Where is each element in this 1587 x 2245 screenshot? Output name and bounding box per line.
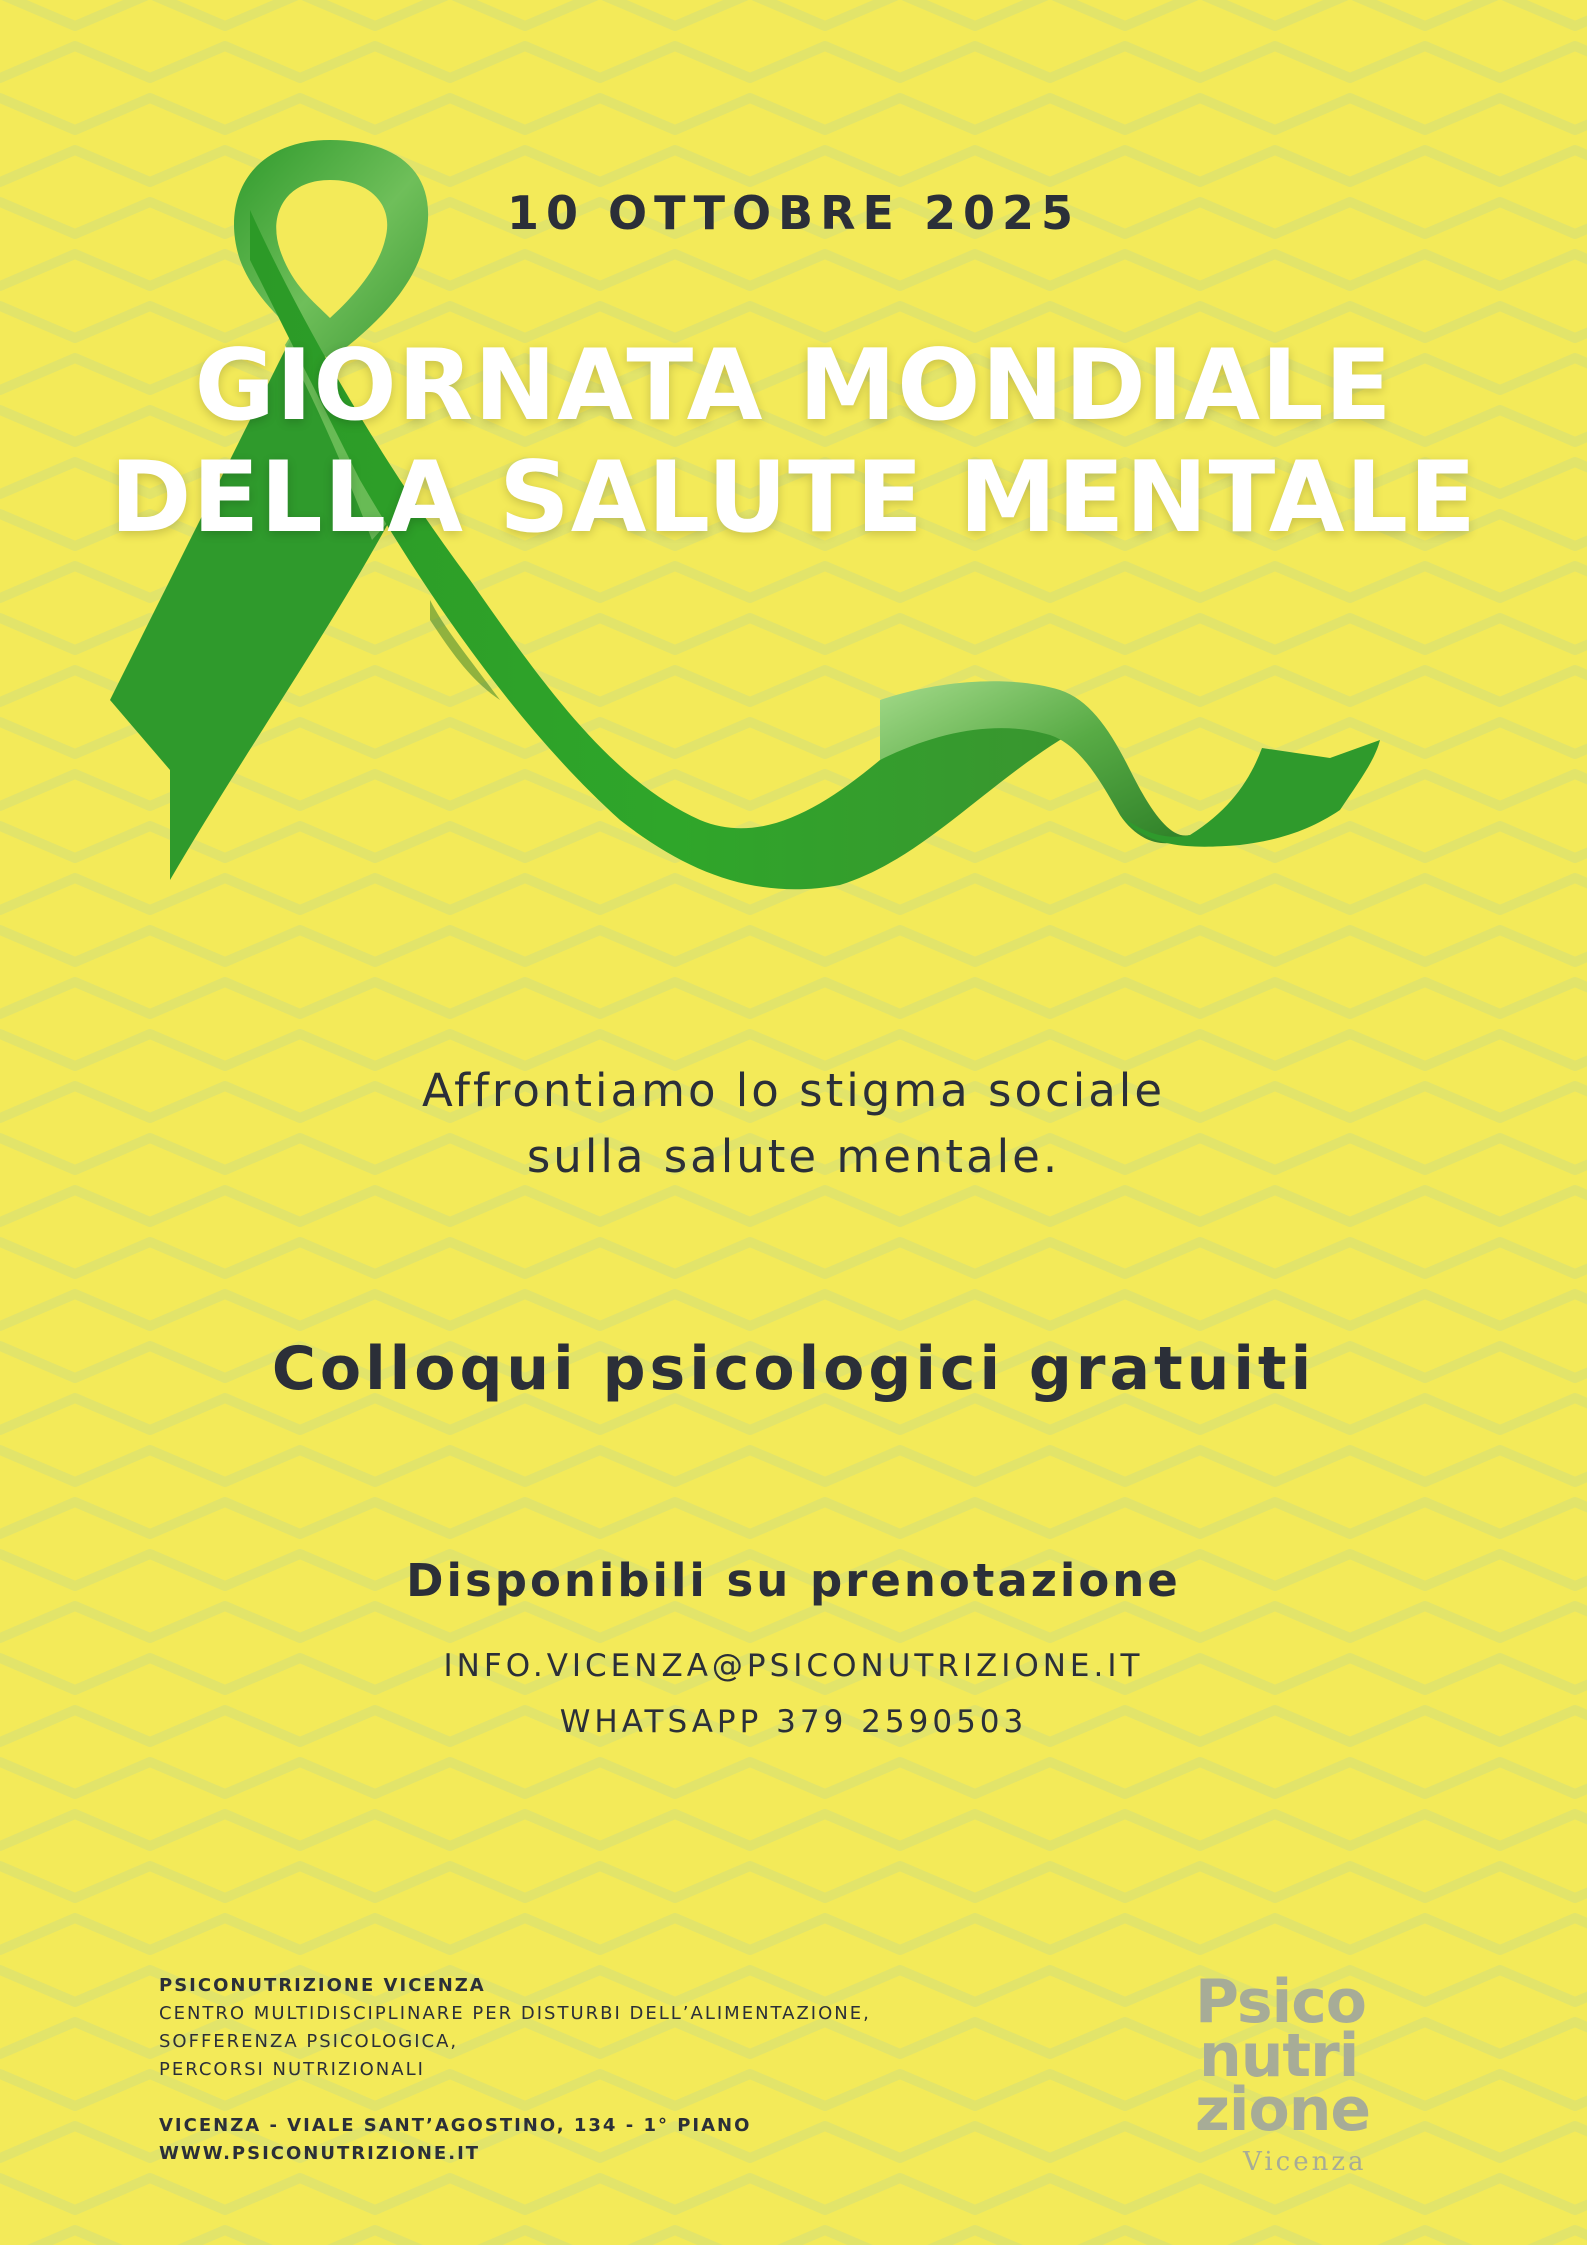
event-date: 10 OTTOBRE 2025	[507, 186, 1080, 240]
org-website[interactable]: WWW.PSICONUTRIZIONE.IT	[159, 2143, 481, 2164]
booking-note: Disponibili su prenotazione	[406, 1554, 1181, 1607]
logo-row-1: Psico	[1195, 1967, 1366, 2037]
org-address: VICENZA - VIALE SANT’AGOSTINO, 134 - 1° PIANO	[159, 2115, 752, 2136]
title-line-1: GIORNATA MONDIALE	[194, 329, 1393, 443]
logo-row-3: zione	[1195, 2075, 1371, 2145]
org-description-line-2: SOFFERENZA PSICOLOGICA,	[159, 2031, 459, 2052]
org-description-line-1: CENTRO MULTIDISCIPLINARE PER DISTURBI DELL’ALIMENTAZIONE,	[159, 2003, 871, 2024]
page-title	[0, 330, 1587, 554]
footer	[159, 1972, 1059, 2168]
footer-spacer	[159, 2084, 1059, 2112]
logo-row-2: nutri	[1199, 2021, 1359, 2091]
org-description-line-3: PERCORSI NUTRIZIONALI	[159, 2059, 425, 2080]
subtitle	[0, 1058, 1587, 1190]
title-line-2: DELLA SALUTE MENTALE	[110, 441, 1477, 555]
headline: Colloqui psicologici gratuiti	[271, 1334, 1316, 1404]
logo-city: Vicenza	[1243, 2147, 1367, 2177]
subtitle-line-1: Affrontiamo lo stigma sociale	[421, 1064, 1165, 1117]
email-contact[interactable]: INFO.VICENZA@PSICONUTRIZIONE.IT	[443, 1648, 1144, 1684]
subtitle-line-2: sulla salute mentale.	[526, 1130, 1061, 1183]
psiconutrizione-logo	[1195, 1967, 1415, 2177]
whatsapp-contact[interactable]: WHATSAPP 379 2590503	[559, 1704, 1028, 1740]
org-name: PSICONUTRIZIONE VICENZA	[159, 1975, 486, 1996]
